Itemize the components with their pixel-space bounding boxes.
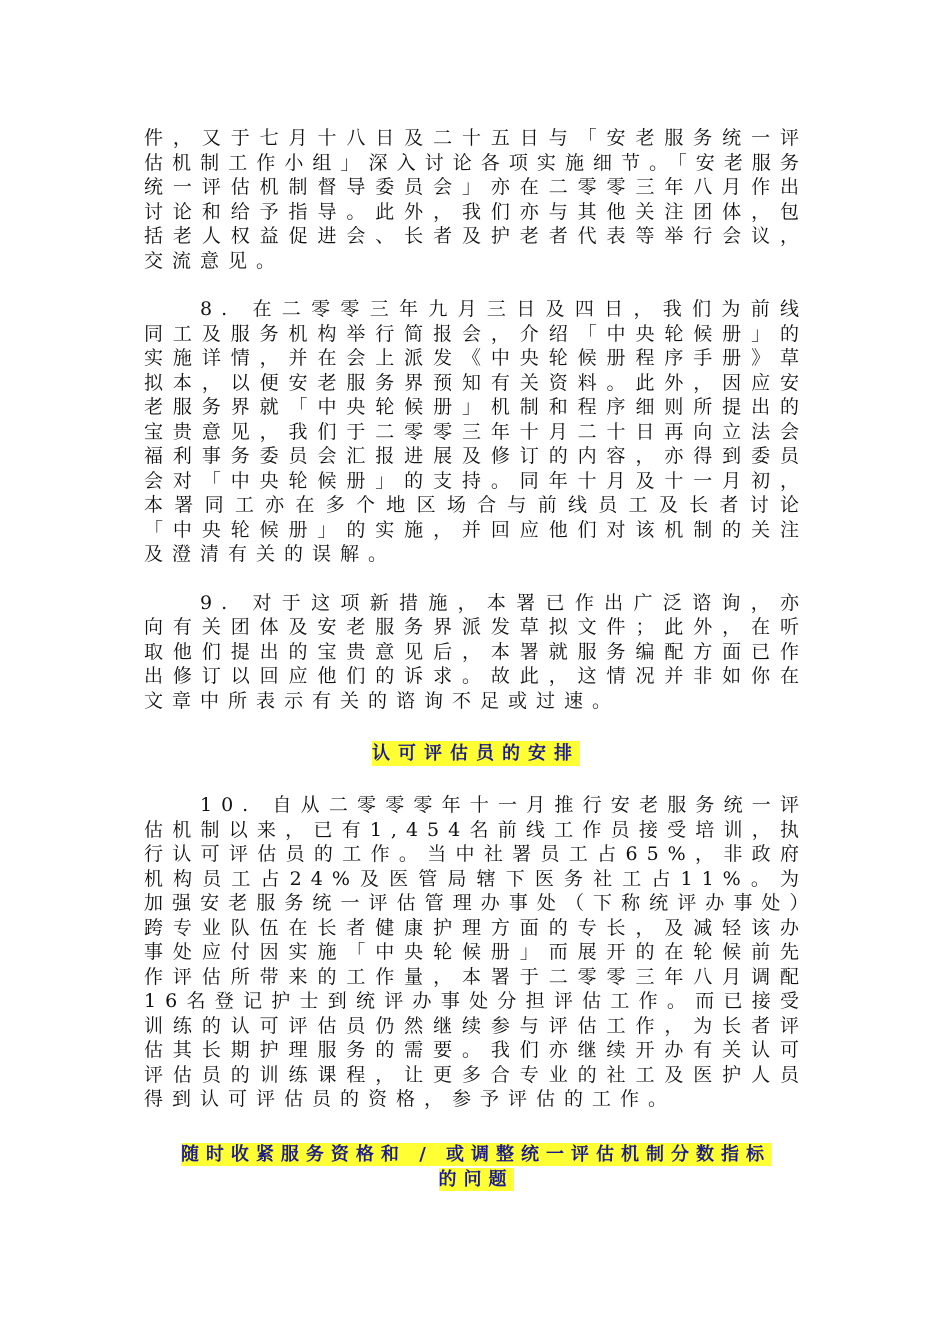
paragraph-gap <box>144 767 808 793</box>
section-heading-assessor-text: 认可评估员的安排 <box>372 743 580 764</box>
document-page <box>144 126 808 1192</box>
paragraph-10: 10. 自从二零零零年十一月推行安老服务统一评估机制以来，已有1,454名前线工作员接受培训，执行认可评估员的工作。当中社署员工占65%，非政府机构员工占24%及医管局辖下医务社工占11%。为加强安老服务统一评估管理办事处（下称统评办事处）跨专业队伍在长者健康护理方面的专长，及减轻该办事处应付因实施「中央轮候册」而展开的在轮候前先作评估所带来的工作量，本署于二零零三年八月调配16名登记护士到统评办事处分担评估工作。而已接受训练的认可评估员仍然继续参与评估工作，为长者评估其长期护理服务的需要。我们亦继续开办有关认可评估员的训练课程，让更多合专业的社工及医护人员得到认可评估员的资格，参予评估的工作。 <box>144 794 808 1110</box>
section-heading-assessor <box>144 741 808 767</box>
section-heading-eligibility-line1: 随时收紧服务资格和 / 或调整统一评估机制分数指标 <box>180 1143 772 1165</box>
paragraph-gap <box>144 273 808 297</box>
section-heading-eligibility-line2: 的问题 <box>438 1168 514 1190</box>
paragraph-9: 9. 对于这项新措施，本署已作出广泛谘询，亦向有关团体及安老服务界派发草拟文件；此外，在听取他们提出的宝贵意见后，本署就服务编配方面已作出修订以回应他们的诉求。故此，这情况并非如你在文章中所表示有关的谘询不足或过速。 <box>144 591 808 712</box>
paragraph-gap <box>144 713 808 741</box>
section-heading-eligibility <box>144 1142 808 1192</box>
paragraph-7-continued: 件，又于七月十八日及二十五日与「安老服务统一评估机制工作小组」深入讨论各项实施细节。「安老服务统一评估机制督导委员会」亦在二零零三年八月作出讨论和给予指导。此外，我们亦与其他关注团体，包括老人权益促进会、长者及护老者代表等举行会议，交流意见。 <box>144 127 808 272</box>
paragraph-8: 8. 在二零零三年九月三日及四日，我们为前线同工及服务机构举行简报会，介绍「中央轮候册」的实施详情，并在会上派发《中央轮候册程序手册》草拟本，以便安老服务界预知有关资料。此外，因应安老服务界就「中央轮候册」机制和程序细则所提出的宝贵意见，我们于二零零三年十月二十日再向立法会福利事务委员会汇报进展及修订的内容，亦得到委员会对「中央轮候册」的支持。同年十月及十一月初，本署同工亦在多个地区场合与前线员工及长者讨论「中央轮候册」的实施，并回应他们对该机制的关注及澄清有关的误解。 <box>144 298 808 565</box>
paragraph-gap <box>144 567 808 591</box>
paragraph-gap <box>144 1112 808 1142</box>
